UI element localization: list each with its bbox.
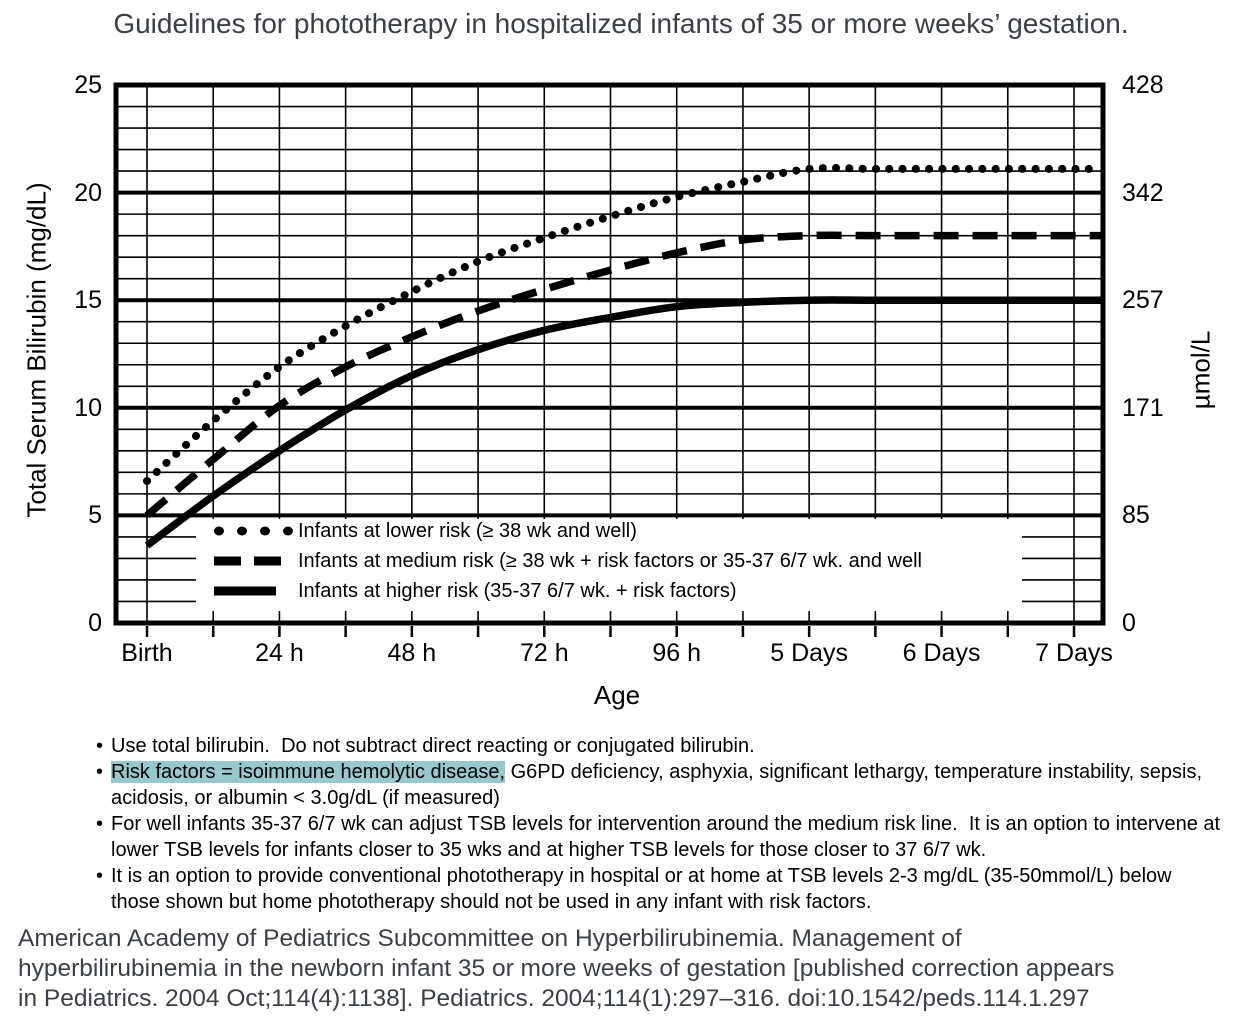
y-tick-right-171: 171	[1122, 393, 1164, 422]
x-tick-6 Days: 6 Days	[902, 639, 981, 667]
bullet-icon: •	[96, 735, 104, 757]
footnote-4	[96, 863, 1226, 915]
y-tick-left-20: 20	[74, 178, 102, 207]
page-title: Guidelines for phototherapy in hospitalized infants of 35 or more weeks’ gestation.	[113, 8, 1129, 39]
y-tick-right-428: 428	[1122, 71, 1164, 99]
bullet-icon: •	[96, 761, 104, 783]
x-tick-24 h: 24 h	[255, 639, 304, 667]
legend-background	[196, 519, 1022, 611]
bullet-icon: •	[96, 865, 104, 887]
y-axis-label-left: Total Serum Bilirubin (mg/dL)	[21, 182, 52, 518]
footnote-text: For well infants 35-37 6/7 wk can adjust TSB levels for intervention around the medium risk line. It is an option to intervene at lower TSB levels for infants closer to 35 wks and at higher TSB levels for those closer to 37 6/7 wk.	[111, 813, 1226, 861]
x-tick-5 Days: 5 Days	[770, 639, 849, 667]
chart-canvas	[0, 60, 1242, 720]
y-axis-ticks-right	[1122, 60, 1202, 720]
citation-line-3: in Pediatrics. 2004 Oct;114(4):1138]. Pediatrics. 2004;114(1):297–316. doi:10.1542/peds.114.1.297	[18, 985, 1090, 1012]
y-axis-label-right: µmol/L	[1185, 330, 1216, 410]
y-tick-right-257: 257	[1122, 286, 1164, 315]
footnote-text: Use total bilirubin. Do not subtract direct reacting or conjugated bilirubin.	[111, 735, 755, 757]
curve-solid	[147, 300, 1101, 545]
legend-label-lower-risk: Infants at lower risk (≥ 38 wk and well)	[298, 520, 637, 542]
y-tick-left-10: 10	[74, 393, 102, 422]
x-axis-ticks	[0, 638, 1242, 670]
x-tick-48 h: 48 h	[387, 639, 437, 667]
y-tick-left-15: 15	[74, 286, 102, 315]
x-axis-label: Age	[593, 680, 641, 710]
citation	[18, 924, 1240, 1014]
x-tick-7 Days: 7 Days	[1035, 639, 1113, 667]
figure-footnotes	[96, 733, 1226, 915]
x-tick-96 h: 96 h	[652, 639, 702, 667]
legend-label-higher-risk: Infants at higher risk (35-37 6/7 wk. + risk factors)	[298, 580, 737, 602]
y-tick-left-25: 25	[74, 71, 102, 99]
y-tick-left-0: 0	[88, 609, 102, 637]
footnote-text: Risk factors = isoimmune hemolytic disease, G6PD deficiency, asphyxia, significant lethargy, temperature instability, sepsis, acidosis, or albumin < 3.0g/dL (if measured)	[111, 761, 1208, 809]
footnote-2	[96, 759, 1226, 811]
footnote-1	[96, 733, 1226, 759]
y-tick-right-0: 0	[1122, 609, 1136, 637]
curve-dotted	[147, 168, 1101, 481]
y-tick-right-342: 342	[1122, 178, 1164, 207]
x-tick-72 h: 72 h	[519, 639, 569, 667]
curve-dashed	[147, 235, 1101, 515]
legend-label-medium-risk: Infants at medium risk (≥ 38 wk + risk factors or 35-37 6/7 wk. and well	[298, 550, 922, 572]
phototherapy-nomogram-figure	[0, 60, 1242, 720]
y-tick-left-5: 5	[88, 501, 102, 530]
footnote-3	[96, 811, 1226, 863]
footnote-text: It is an option to provide conventional phototherapy in hospital or at home at TSB levels 2-3 mg/dL (35-50mmol/L) below those shown but home phototherapy should not be used in any infant with risk factors.	[111, 865, 1178, 913]
highlighted-text: Risk factors = isoimmune hemolytic disease,	[111, 761, 506, 783]
citation-line-1: American Academy of Pediatrics Subcommittee on Hyperbilirubinemia. Management of	[18, 925, 962, 952]
y-axis-ticks-left	[38, 60, 102, 720]
citation-line-2: hyperbilirubinemia in the newborn infant 35 or more weeks of gestation [published correction appears	[18, 955, 1115, 982]
x-tick-Birth: Birth	[121, 639, 173, 667]
bullet-icon: •	[96, 813, 104, 835]
y-tick-right-85: 85	[1122, 501, 1150, 530]
